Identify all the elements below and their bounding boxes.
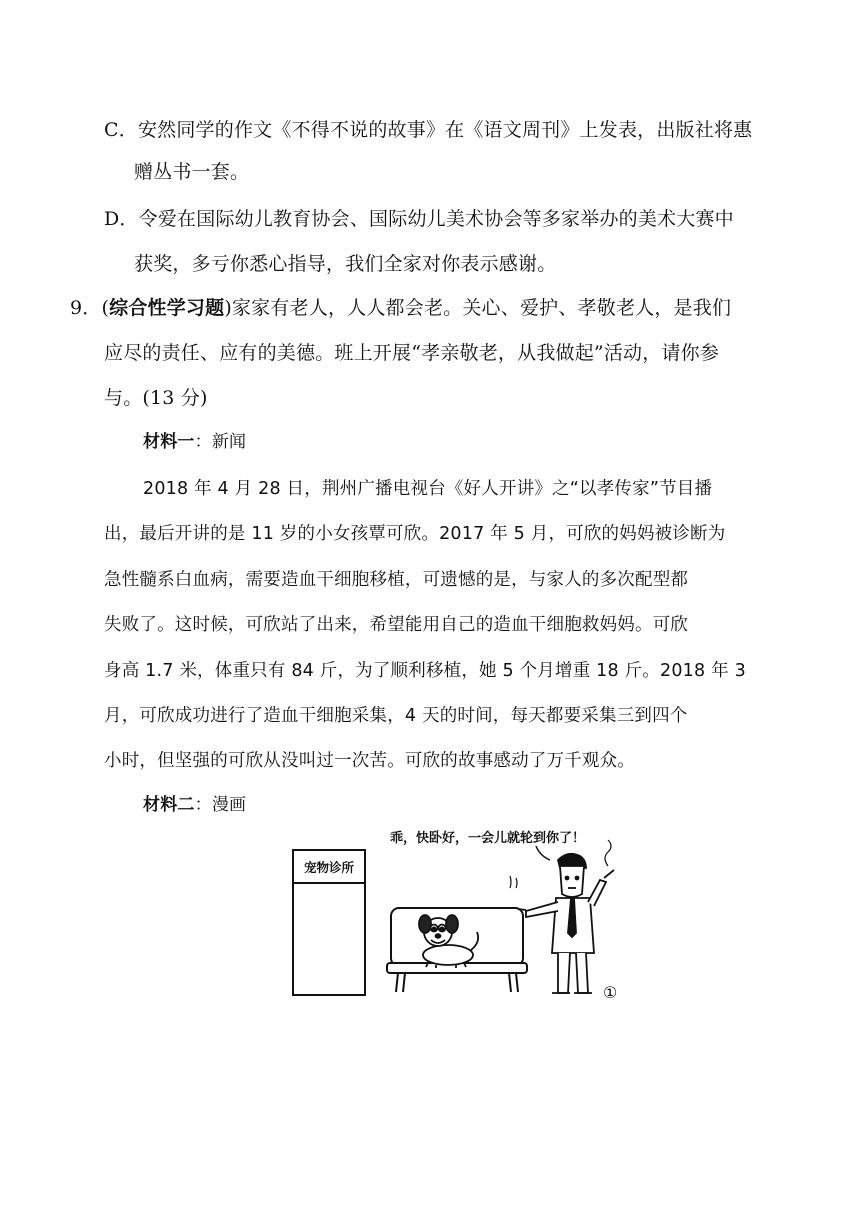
option-c-line1	[104, 118, 752, 142]
material2-label: 材料二	[143, 795, 195, 815]
material1-sep: ：	[194, 432, 212, 452]
question9-tag-close: )	[224, 297, 232, 319]
material1-title: 新闻	[211, 432, 247, 452]
material2-title: 漫画	[211, 795, 247, 815]
material1-line: 失败了。这时候，可欣站了出来，希望能用自己的造血干细胞救妈妈。可欣	[104, 615, 689, 635]
material1-label: 材料一	[143, 432, 195, 452]
question9-text-line3: 与。(13 分)	[104, 387, 208, 409]
option-c-letter: C．	[104, 119, 138, 141]
question9-text-line2: 应尽的责任、应有的美德。班上开展“孝亲敬老，从我做起”活动，请你参	[104, 342, 720, 364]
clinic-door	[293, 850, 365, 995]
panel-number: ①	[602, 983, 618, 1002]
option-d-line1	[104, 207, 734, 231]
option-d-text-line1: 令爱在国际幼儿教育协会、国际幼儿美术协会等多家举办的美术大赛中	[138, 208, 734, 230]
question9-line1	[70, 296, 731, 320]
material1-line: 出，最后开讲的是 11 岁的小女孩覃可欣。2017 年 5 月，可欣的妈妈被诊断为	[104, 524, 726, 544]
question9-tag: 综合性学习题	[109, 297, 225, 319]
comic-illustration	[288, 820, 628, 1005]
option-c-text-line2: 赠丛书一套。	[134, 161, 250, 183]
speech-tail	[536, 846, 550, 860]
option-c-text-line1: 安然同学的作文《不得不说的故事》在《语文周刊》上发表，出版社将惠	[137, 119, 753, 141]
material1-line: 急性髓系白血病，需要造血干细胞移植，可遗憾的是，与家人的多次配型都	[104, 570, 689, 590]
comic-speech: 乖，快卧好，一会儿就轮到你了！	[390, 831, 586, 846]
material1-line: 小时，但坚强的可欣从没叫过一次苦。可欣的故事感动了万千观众。	[104, 751, 635, 771]
question9-tag-open: (	[101, 297, 110, 319]
clinic-sign: 宠物诊所	[303, 860, 355, 875]
option-d-text-line2: 获奖，多亏你悉心指导，我们全家对你表示感谢。	[134, 253, 557, 275]
material1-line: 2018 年 4 月 28 日，荆州广播电视台《好人开讲》之“以孝传家”节目播	[143, 479, 713, 499]
option-d-letter: D．	[104, 208, 139, 230]
question9-text-line1: 家家有老人，人人都会老。关心、爱护、孝敬老人，是我们	[231, 297, 732, 319]
material1-line: 身高 1.7 米，体重只有 84 斤，为了顺利移植，她 5 个月增重 18 斤。2018 年 3	[104, 661, 746, 681]
material2-sep: ：	[194, 795, 212, 815]
question9-number: 9．	[70, 297, 102, 319]
material2-heading	[143, 793, 246, 817]
material1-line: 月，可欣成功进行了造血干细胞采集，4 天的时间，每天都要采集三到四个	[104, 706, 688, 726]
material1-heading	[143, 430, 246, 454]
